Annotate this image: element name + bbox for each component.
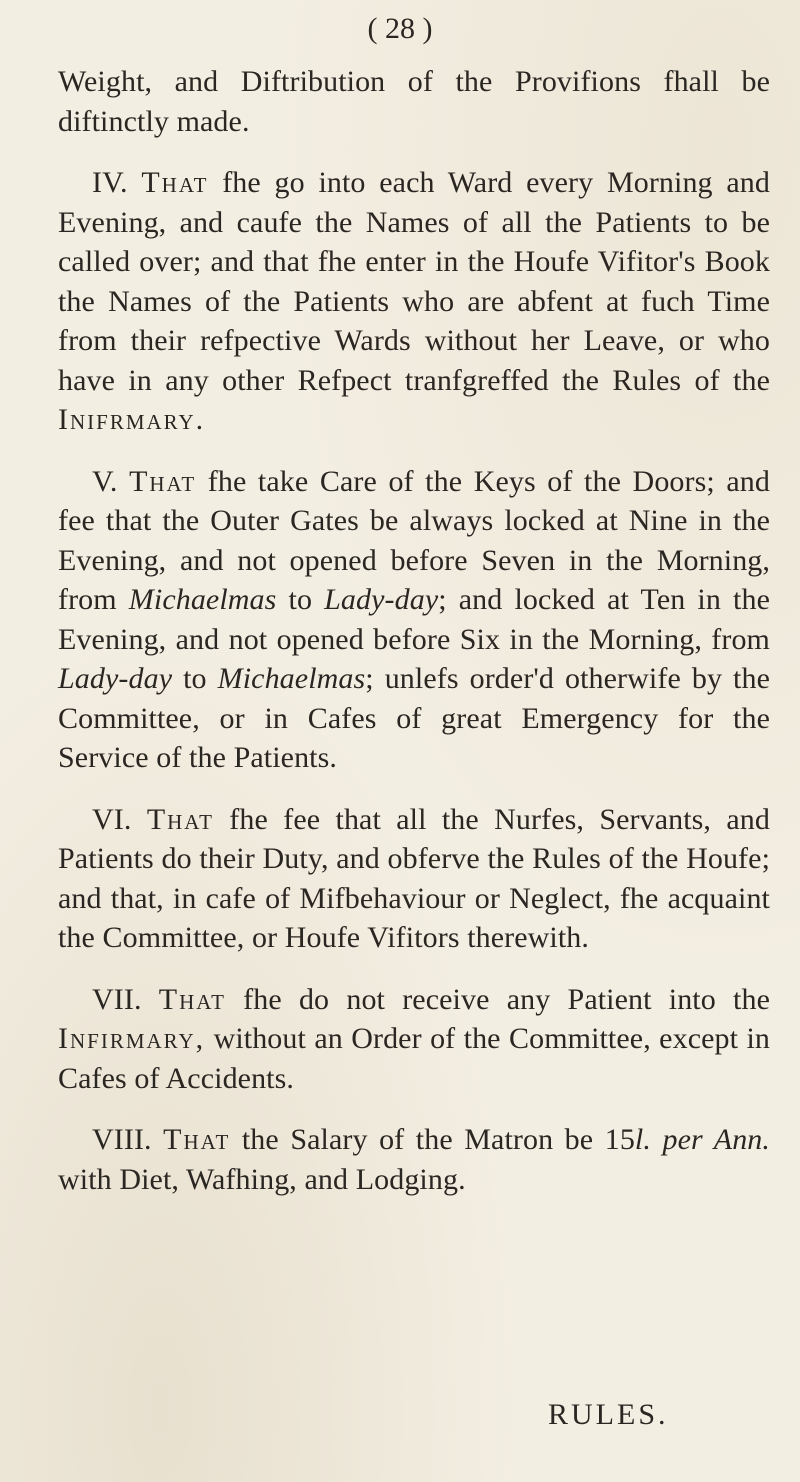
numeral-iv: IV. [92, 166, 128, 199]
paragraph-v-part1: fhe take Care of the Keys of the Doors; and fee that the Outer Gates be always locked at Nine in the Evening, and not opened before Seven in the Morning, from [58, 464, 770, 616]
paragraph-iv-body: fhe go into each Ward every Morning and Evening, and caufe the Names of all the Patients to be called over; and that fhe enter in the Houfe Vifitor's Book the Names of the Patients who are abfent at fuch Time from their refpective Wards without her Leave, or who have in any other Refpect tranfgreffed the Rules of the [58, 166, 770, 397]
catchword: RULES. [548, 1398, 669, 1431]
numeral-viii: VIII. [92, 1123, 152, 1156]
paragraph-viii-part2: with Diet, Wafhing, and Lodging. [58, 1162, 466, 1196]
continuation-paragraph: Weight, and Diftribution of the Provifions fhall be diftinctly made. [58, 65, 770, 138]
page-number-header: ( 28 ) [367, 12, 433, 45]
per-annum: per Ann. [662, 1123, 770, 1156]
paragraph-vii [58, 980, 770, 1099]
paragraph-viii-part1: the Salary of the Matron be 15 [230, 1123, 635, 1156]
paragraph-v-part5: ; unlefs order'd otherwife by the Committee, or in Cafes of great Emergency for the Service of the Patients. [58, 662, 770, 774]
paragraph-iv [58, 163, 770, 440]
lead-word-v: That [129, 464, 197, 498]
lead-word-iv: That [141, 166, 209, 199]
infirmary-word: Inifrmary. [58, 403, 206, 436]
numeral-vii: VII. [92, 982, 142, 1016]
numeral-vi: VI. [92, 802, 132, 836]
paragraph-v-part3: ; and locked at Ten in the Evening, and not opened before Six in the Morning, from [58, 583, 770, 656]
paragraph-v-part4: to [172, 662, 218, 695]
body-text [58, 62, 770, 1199]
paragraph-vii-part2: without an Order of the Committee, except in Cafes of Accidents. [58, 1022, 770, 1095]
lead-word-viii: That [163, 1123, 231, 1156]
numeral-v: V. [92, 464, 118, 498]
paragraph-viii [58, 1120, 770, 1199]
michaelmas-1: Michaelmas [128, 583, 277, 616]
paragraph-vi-body: fhe fee that all the Nurfes, Servants, and Patients do their Duty, and obferve the Rules of the Houfe; and that, in cafe of Mifbehaviour or Neglect, fhe acquaint the Committee, or Houfe Vifitors therewith. [58, 802, 770, 954]
lead-word-vi: That [146, 802, 214, 836]
paragraph-vi [58, 800, 770, 958]
lead-word-vii: That [158, 982, 226, 1016]
lady-day-1: Lady-day [324, 583, 439, 616]
michaelmas-2: Michaelmas [217, 662, 366, 695]
pounds-abbrev: l. [634, 1123, 651, 1156]
infirmary-word-2: Infirmary, [58, 1022, 206, 1055]
paragraph-vii-part1: fhe do not receive any Patient into the [225, 982, 770, 1016]
paragraph-v-part2: to [276, 583, 325, 616]
paragraph-v [58, 462, 770, 778]
lady-day-2: Lady-day [58, 662, 173, 695]
